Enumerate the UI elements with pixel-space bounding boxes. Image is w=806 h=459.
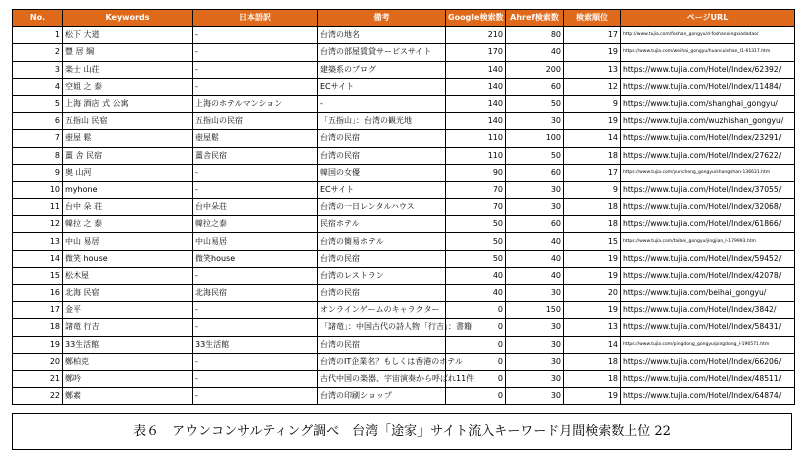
table-row [13,27,795,44]
cell-keyword: 鄭吟 [63,370,193,387]
cell-page-url: https://www.tujia.com/Hotel/Index/59452/ [621,250,795,267]
cell-no: 17 [13,302,63,319]
cell-keyword: 松木屋 [63,267,193,284]
cell-japanese: - [193,78,318,95]
cell-keyword: 鄭素 [63,388,193,405]
cell-remarks: 台湾の民宿 [318,130,446,147]
cell-keyword: 微笑 house [63,250,193,267]
cell-no: 13 [13,233,63,250]
table-header-row [13,10,795,27]
cell-ahref-count: 40 [506,267,564,284]
keyword-table [12,9,795,405]
cell-google-count: 0 [446,336,506,353]
cell-page-url: http://www.tujia.com/foshan_gongyu/d-foshanxingxiadadao/ [621,27,795,44]
cell-japanese: 33生活館 [193,336,318,353]
header-google-count: Google検索数 [446,10,506,27]
table-row [13,302,795,319]
header-remarks: 備考 [318,10,446,27]
cell-japanese: - [193,44,318,61]
cell-keyword: 北海 民宿 [63,285,193,302]
cell-remarks: ECサイト [318,78,446,95]
table-row [13,95,795,112]
cell-ahref-count: 30 [506,388,564,405]
cell-no: 4 [13,78,63,95]
cell-no: 5 [13,95,63,112]
cell-keyword: 諸竜 行吉 [63,319,193,336]
table-row [13,181,795,198]
cell-remarks: 「諸竜」：中国古代の詩人物「行吉」：書籍 [318,319,446,336]
cell-page-url: https://www.tujia.com/Hotel/Index/37055/ [621,181,795,198]
cell-japanese: - [193,388,318,405]
cell-ahref-count: 30 [506,181,564,198]
cell-remarks: 古代中国の楽器、宇宙演奏から呼ばれ11件 [318,370,446,387]
header-rank: 検索順位 [564,10,621,27]
cell-keyword: myhone [63,181,193,198]
cell-rank: 19 [564,388,621,405]
cell-page-url: https://www.tujia.com/Hotel/Index/48511/ [621,370,795,387]
table-row [13,285,795,302]
cell-google-count: 50 [446,250,506,267]
cell-no: 12 [13,216,63,233]
cell-remarks: 台湾の部屋賃貸サービスサイト [318,44,446,61]
header-keywords: Keywords [63,10,193,27]
cell-ahref-count: 30 [506,353,564,370]
cell-japanese: 韓拉之泰 [193,216,318,233]
cell-page-url: https://www.tujia.com/Hotel/Index/58431/ [621,319,795,336]
cell-rank: 18 [564,370,621,387]
table-row [13,113,795,130]
cell-page-url: https://www.tujia.com/Hotel/Index/27622/ [621,147,795,164]
cell-page-url: https://www.tujia.com/Hotel/Index/61866/ [621,216,795,233]
cell-google-count: 210 [446,27,506,44]
cell-page-url: https://www.tujia.com/weihai_gongyu/huancuishan_l1-61317.htm [621,44,795,61]
cell-page-url: https://www.tujia.com/wuzhishan_gongyu/ [621,113,795,130]
table-row [13,233,795,250]
cell-japanese: 五指山の民宿 [193,113,318,130]
cell-page-url: https://www.tujia.com/Hotel/Index/23291/ [621,130,795,147]
cell-google-count: 140 [446,78,506,95]
cell-google-count: 110 [446,130,506,147]
cell-rank: 19 [564,250,621,267]
cell-rank: 17 [564,164,621,181]
cell-page-url: https://www.tujia.com/Hotel/Index/66206/ [621,353,795,370]
cell-ahref-count: 30 [506,370,564,387]
cell-google-count: 0 [446,353,506,370]
cell-rank: 9 [564,95,621,112]
table-row [13,216,795,233]
cell-remarks: 「五指山」：台湾の観光地 [318,113,446,130]
cell-rank: 19 [564,113,621,130]
table-row [13,78,795,95]
cell-ahref-count: 60 [506,164,564,181]
cell-ahref-count: 40 [506,233,564,250]
cell-page-url: https://www.tujia.com/Hotel/Index/11484/ [621,78,795,95]
cell-page-url: https://www.tujia.com/pingdong_gongyu/pingdong_l-196571.htm [621,336,795,353]
cell-google-count: 70 [446,199,506,216]
cell-ahref-count: 80 [506,27,564,44]
cell-google-count: 0 [446,370,506,387]
table-row [13,370,795,387]
cell-google-count: 50 [446,216,506,233]
cell-ahref-count: 50 [506,147,564,164]
cell-remarks: 台湾の一日レンタルハウス [318,199,446,216]
cell-japanese: 中山易居 [193,233,318,250]
cell-ahref-count: 150 [506,302,564,319]
cell-remarks: 台湾のIT企業名？もしくは香港のホテル [318,353,446,370]
cell-page-url: https://www.tujia.com/yuncheng_gongyu/shangshan-136631.htm [621,164,795,181]
cell-no: 7 [13,130,63,147]
cell-japanese: - [193,353,318,370]
cell-japanese: 壺屋鬆 [193,130,318,147]
cell-rank: 14 [564,130,621,147]
cell-no: 14 [13,250,63,267]
cell-page-url: https://www.tujia.com/Hotel/Index/3842/ [621,302,795,319]
cell-ahref-count: 30 [506,285,564,302]
cell-japanese: - [193,164,318,181]
cell-rank: 18 [564,353,621,370]
cell-japanese: - [193,61,318,78]
cell-rank: 18 [564,216,621,233]
cell-keyword: 空姐 之 泰 [63,78,193,95]
cell-japanese: - [193,27,318,44]
table-row [13,388,795,405]
cell-google-count: 0 [446,302,506,319]
cell-keyword: 豐 居 綱 [63,44,193,61]
cell-no: 16 [13,285,63,302]
cell-google-count: 40 [446,285,506,302]
table-row [13,61,795,78]
cell-page-url: https://www.tujia.com/beihai_gongyu/ [621,285,795,302]
cell-no: 1 [13,27,63,44]
cell-remarks: オンラインゲームのキャラクター [318,302,446,319]
cell-keyword: 五指山 民宿 [63,113,193,130]
cell-keyword: 33生活館 [63,336,193,353]
header-japanese: 日本語訳 [193,10,318,27]
cell-google-count: 0 [446,319,506,336]
cell-page-url: https://www.tujia.com/Hotel/Index/62392/ [621,61,795,78]
cell-google-count: 40 [446,267,506,284]
cell-google-count: 140 [446,61,506,78]
cell-japanese: 上海のホテルマンション [193,95,318,112]
cell-rank: 20 [564,285,621,302]
cell-remarks: 台湾の印刷ショップ [318,388,446,405]
table-row [13,44,795,61]
cell-japanese: - [193,267,318,284]
cell-remarks: 台湾の民宿 [318,336,446,353]
cell-no: 22 [13,388,63,405]
cell-rank: 13 [564,319,621,336]
table-row [13,353,795,370]
cell-remarks: 台湾の民宿 [318,285,446,302]
cell-keyword: 上海 酒店 式 公寓 [63,95,193,112]
cell-ahref-count: 50 [506,95,564,112]
cell-remarks: 台湾の簡易ホテル [318,233,446,250]
cell-rank: 15 [564,233,621,250]
cell-rank: 17 [564,27,621,44]
cell-no: 8 [13,147,63,164]
cell-remarks: ECサイト [318,181,446,198]
cell-keyword: 壺屋 鬆 [63,130,193,147]
cell-rank: 19 [564,44,621,61]
cell-no: 10 [13,181,63,198]
cell-no: 19 [13,336,63,353]
cell-rank: 19 [564,302,621,319]
cell-keyword: 奥 山河 [63,164,193,181]
cell-remarks: 台湾の民宿 [318,147,446,164]
cell-rank: 9 [564,181,621,198]
cell-japanese: 北海民宿 [193,285,318,302]
table-row [13,267,795,284]
cell-no: 3 [13,61,63,78]
cell-ahref-count: 200 [506,61,564,78]
table-row [13,164,795,181]
cell-keyword: 鄭柏克 [63,353,193,370]
cell-rank: 19 [564,267,621,284]
cell-ahref-count: 30 [506,199,564,216]
cell-keyword: 松下 大道 [63,27,193,44]
table-row [13,250,795,267]
cell-google-count: 90 [446,164,506,181]
cell-page-url: https://www.tujia.com/shanghai_gongyu/ [621,95,795,112]
cell-no: 2 [13,44,63,61]
cell-remarks: 台湾の民宿 [318,250,446,267]
cell-no: 21 [13,370,63,387]
cell-rank: 18 [564,199,621,216]
table-row [13,130,795,147]
cell-no: 9 [13,164,63,181]
cell-keyword: 金平 [63,302,193,319]
table-caption: 表６ アウンコンサルティング調べ 台湾「途家」サイト流入キーワード月間検索数上位 22 [12,413,792,450]
cell-keyword: 中山 易居 [63,233,193,250]
cell-japanese: - [193,319,318,336]
table-row [13,319,795,336]
cell-ahref-count: 40 [506,250,564,267]
cell-google-count: 50 [446,233,506,250]
cell-google-count: 0 [446,388,506,405]
cell-no: 15 [13,267,63,284]
cell-japanese: - [193,181,318,198]
table-row [13,147,795,164]
cell-remarks: 台湾のレストラン [318,267,446,284]
cell-keyword: 薑 舎 民宿 [63,147,193,164]
cell-page-url: https://www.tujia.com/taibei_gongyu/jingjian_l-179993.htm [621,233,795,250]
cell-google-count: 110 [446,147,506,164]
cell-page-url: https://www.tujia.com/Hotel/Index/64874/ [621,388,795,405]
cell-ahref-count: 100 [506,130,564,147]
cell-no: 11 [13,199,63,216]
cell-ahref-count: 60 [506,216,564,233]
header-page-url: ページURL [621,10,795,27]
cell-ahref-count: 30 [506,319,564,336]
cell-japanese: - [193,302,318,319]
cell-remarks: 韓国の女優 [318,164,446,181]
cell-no: 6 [13,113,63,130]
header-ahref-count: Ahref検索数 [506,10,564,27]
cell-remarks: - [318,95,446,112]
cell-no: 20 [13,353,63,370]
table-row [13,199,795,216]
cell-ahref-count: 30 [506,336,564,353]
cell-ahref-count: 60 [506,78,564,95]
cell-ahref-count: 40 [506,44,564,61]
cell-google-count: 70 [446,181,506,198]
cell-page-url: https://www.tujia.com/Hotel/Index/32068/ [621,199,795,216]
cell-google-count: 170 [446,44,506,61]
cell-rank: 14 [564,336,621,353]
cell-remarks: 建築系のブログ [318,61,446,78]
cell-japanese: - [193,370,318,387]
cell-google-count: 140 [446,95,506,112]
cell-keyword: 楽士 山荘 [63,61,193,78]
cell-japanese: 薑舎民宿 [193,147,318,164]
cell-japanese: 台中朵荘 [193,199,318,216]
cell-keyword: 台中 朵 荘 [63,199,193,216]
cell-page-url: https://www.tujia.com/Hotel/Index/42078/ [621,267,795,284]
header-no: No. [13,10,63,27]
table-row [13,336,795,353]
cell-rank: 12 [564,78,621,95]
cell-google-count: 140 [446,113,506,130]
cell-no: 18 [13,319,63,336]
cell-keyword: 韓拉 之 泰 [63,216,193,233]
cell-rank: 18 [564,147,621,164]
cell-japanese: 微笑house [193,250,318,267]
cell-remarks: 民宿ホテル [318,216,446,233]
cell-remarks: 台湾の地名 [318,27,446,44]
cell-ahref-count: 30 [506,113,564,130]
cell-rank: 13 [564,61,621,78]
